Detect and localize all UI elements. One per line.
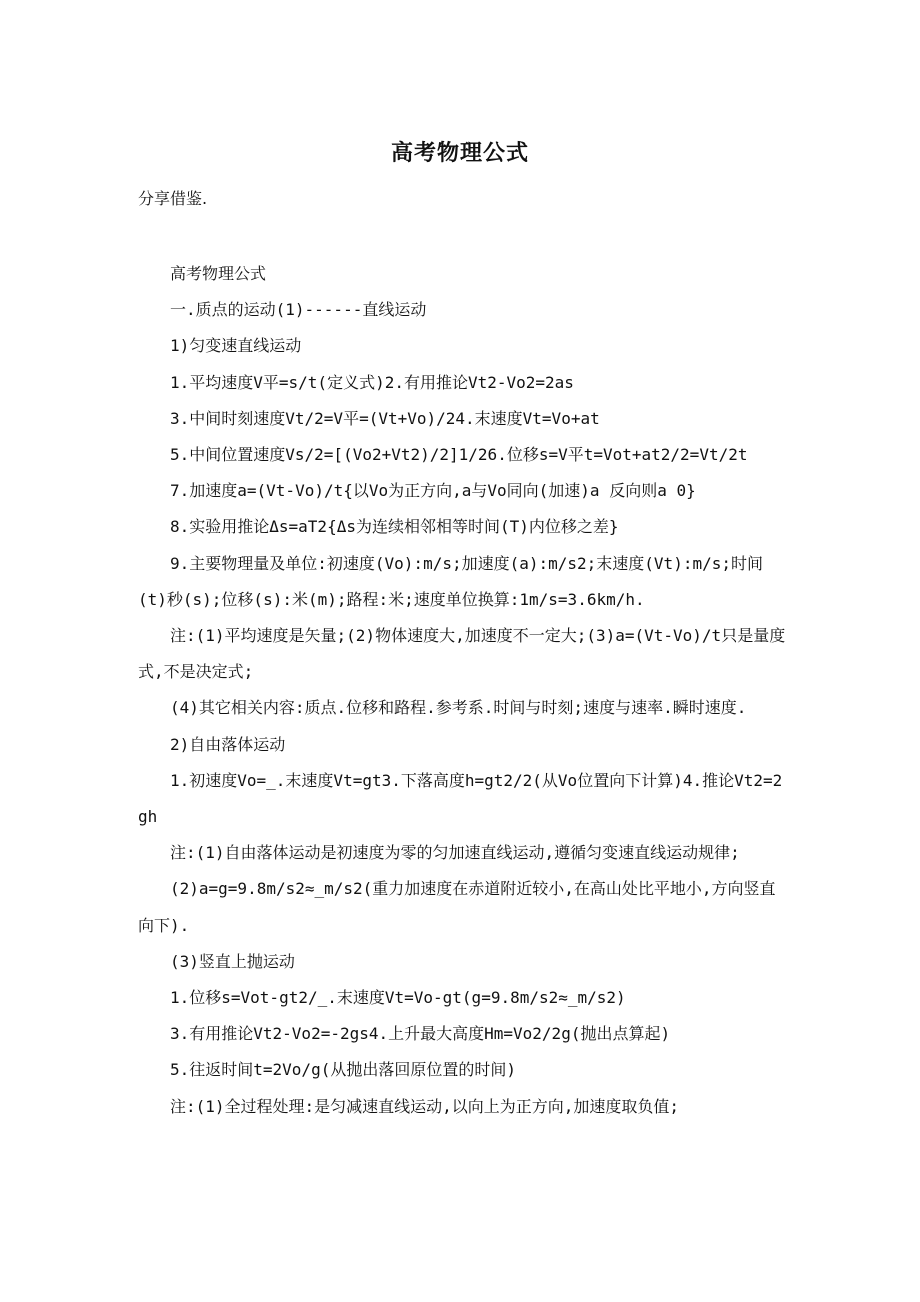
paragraph: 3.有用推论Vt2-Vo2=-2gs4.上升最大高度Hm=Vo2/2g(抛出点算起) [170, 1024, 671, 1044]
document-title: 高考物理公式 [390, 140, 529, 166]
paragraph: 高考物理公式 [170, 264, 267, 283]
paragraph: 注:(1)平均速度是矢量;(2)物体速度大,加速度不一定大;(3)a=(Vt-Vo)/t只是量度式,不是决定式; [138, 626, 786, 682]
paragraph: 2)自由落体运动 [170, 734, 286, 754]
document-subtitle: 分享借鉴. [138, 189, 208, 208]
document-body [138, 256, 790, 1125]
paragraph: (3)竖直上抛运动 [170, 951, 295, 971]
paragraph: 5.中间位置速度Vs/2=[(Vo2+Vt2)/2]1/26.位移s=V平t=Vot+at2/2=Vt/2t [170, 445, 748, 465]
paragraph: 1.平均速度V平=s/t(定义式)2.有用推论Vt2-Vo2=2as [170, 372, 574, 392]
paragraph: 5.往返时间t=2Vo/g(从抛出落回原位置的时间) [170, 1060, 516, 1080]
paragraph: (2)a=g=9.8m/s2≈_m/s2(重力加速度在赤道附近较小,在高山处比平地小,方向竖直向下). [138, 879, 776, 935]
paragraph: 注:(1)自由落体运动是初速度为零的匀加速直线运动,遵循匀变速直线运动规律; [170, 843, 740, 863]
paragraph: 3.中间时刻速度Vt/2=V平=(Vt+Vo)/24.末速度Vt=Vo+at [170, 408, 600, 428]
paragraph: 注:(1)全过程处理:是匀减速直线运动,以向上为正方向,加速度取负值; [170, 1096, 680, 1116]
paragraph: (4)其它相关内容:质点.位移和路程.参考系.时间与时刻;速度与速率.瞬时速度. [170, 698, 747, 718]
paragraph: 9.主要物理量及单位:初速度(Vo):m/s;加速度(a):m/s2;末速度(Vt):m/s;时间(t)秒(s);位移(s):米(m);路程:米;速度单位换算:1m/s=3.6km/h. [138, 553, 763, 609]
paragraph: 一.质点的运动(1)------直线运动 [170, 300, 427, 320]
paragraph: 1)匀变速直线运动 [170, 336, 302, 356]
paragraph: 1.初速度Vo=_.末速度Vt=gt3.下落高度h=gt2/2(从Vo位置向下计算)4.推论Vt2=2gh [138, 770, 783, 827]
paragraph: 1.位移s=Vot-gt2/_.末速度Vt=Vo-gt(g=9.8m/s2≈_m/s2) [170, 988, 626, 1008]
paragraph: 7.加速度a=(Vt-Vo)/t{以Vo为正方向,a与Vo同向(加速)a 反向则a 0} [170, 481, 696, 501]
paragraph: 8.实验用推论Δs=aT2{Δs为连续相邻相等时间(T)内位移之差} [170, 517, 619, 537]
